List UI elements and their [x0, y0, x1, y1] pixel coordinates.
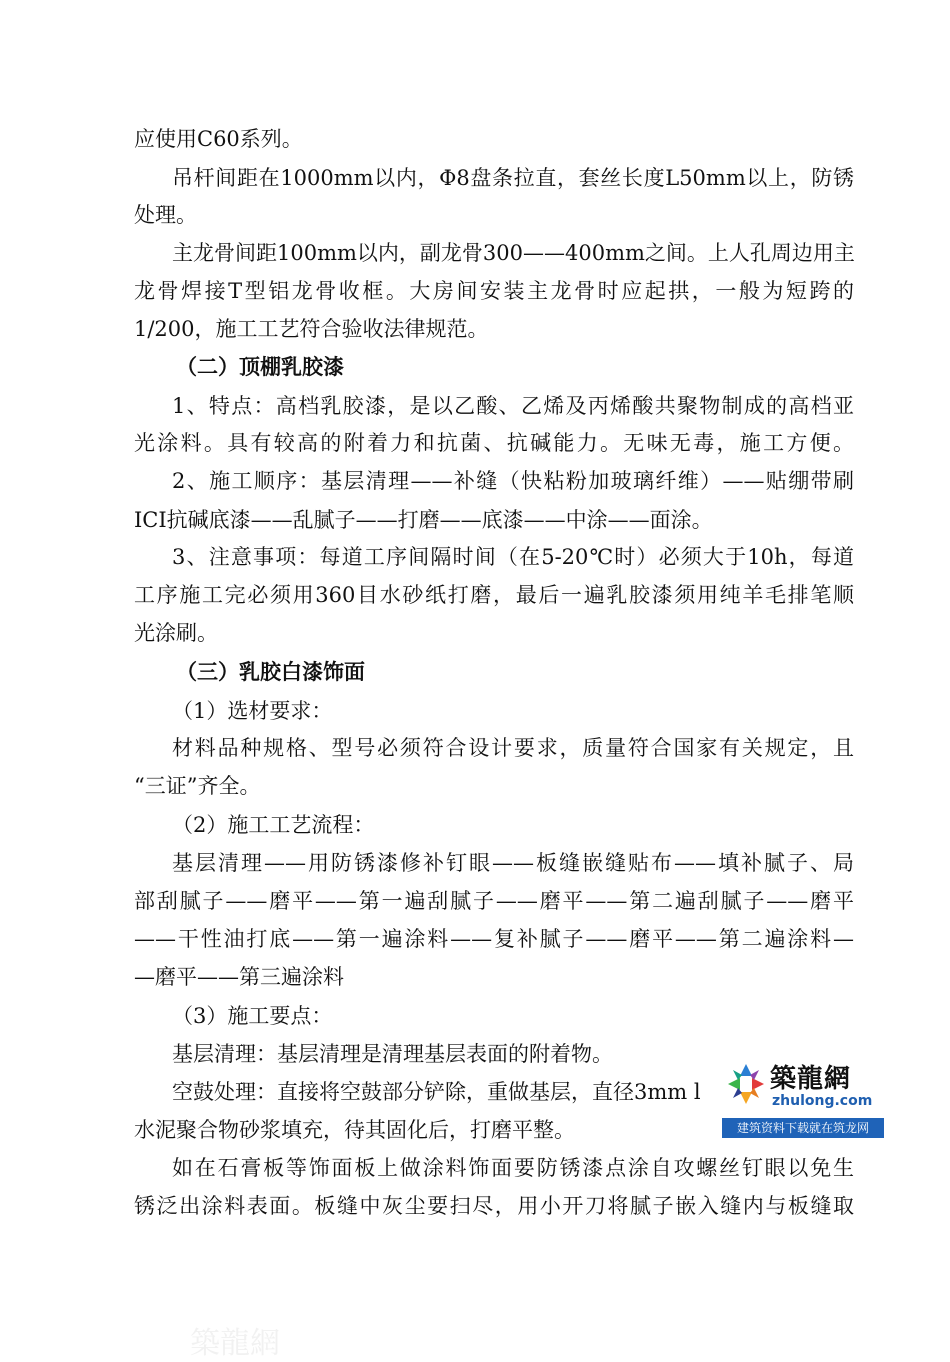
text-line: 水泥聚合物砂浆填充，待其固化后，打磨平整。 — [134, 1118, 575, 1142]
text-line: 吊杆间距在1000mm以内，Φ8盘条拉直，套丝长度L50mm以上，防锈 — [172, 166, 854, 190]
text-line: 处理。 — [134, 203, 197, 227]
text-line: 锈泛出涂料表面。板缝中灰尘要扫尽，用小开刀将腻子嵌入缝内与板缝取 — [134, 1194, 854, 1218]
text-line: 材料品种规格、型号必须符合设计要求，质量符合国家有关规定，且 — [172, 736, 854, 760]
text-line: 3、注意事项：每道工序间隔时间（在5-20℃时）必须大于10h，每道 — [172, 545, 854, 569]
text-line: 光涂刷。 — [134, 621, 218, 645]
text-line: ICI抗碱底漆——乱腻子——打磨——底漆——中涂——面涂。 — [134, 508, 713, 532]
zhulong-logo-icon — [726, 1062, 766, 1114]
text-line: 基层清理：基层清理是清理基层表面的附着物。 — [172, 1042, 613, 1066]
section-heading: （二）顶棚乳胶漆 — [176, 355, 344, 379]
text-line: ——干性油打底——第一遍涂料——复补腻子——磨平——第二遍涂料— — [134, 927, 854, 951]
text-line: 1、特点：高档乳胶漆，是以乙酸、乙烯及丙烯酸共聚物制成的高档亚 — [172, 394, 854, 418]
text-line: 应使用C60系列。 — [134, 127, 303, 151]
faint-footer-watermark: 築龍網 — [190, 1326, 280, 1361]
text-line: 如在石膏板等饰面板上做涂料饰面要防锈漆点涂自攻螺丝钉眼以免生 — [172, 1156, 854, 1180]
zhulong-watermark — [722, 1058, 884, 1140]
text-line: 工序施工完必须用360目水砂纸打磨，最后一遍乳胶漆须用纯羊毛排笔顺 — [134, 583, 854, 607]
text-line: （1）选材要求： — [172, 699, 333, 723]
text-line: （2）施工工艺流程： — [172, 813, 375, 837]
text-line: —磨平——第三遍涂料 — [134, 965, 344, 989]
text-line: 光涂料。具有较高的附着力和抗菌、抗碱能力。无味无毒，施工方便。 — [134, 431, 854, 455]
text-line: 主龙骨间距100mm以内，副龙骨300——400mm之间。上人孔周边用主 — [172, 241, 855, 265]
section-heading: （三）乳胶白漆饰面 — [176, 660, 365, 684]
text-line: 空鼓处理：直接将空鼓部分铲除，重做基层，直径3mm l — [172, 1080, 701, 1104]
watermark-slogan: 建筑资料下载就在筑龙网 — [722, 1118, 884, 1138]
text-line: 1/200，施工工艺符合验收法律规范。 — [134, 317, 489, 341]
watermark-domain: zhulong.com — [772, 1093, 873, 1109]
text-line: “三证”齐全。 — [134, 774, 261, 798]
text-line: 龙骨焊接T型铝龙骨收框。大房间安装主龙骨时应起拱，一般为短跨的 — [134, 279, 854, 303]
text-line: 基层清理——用防锈漆修补钉眼——板缝嵌缝贴布——填补腻子、局 — [172, 851, 854, 875]
text-line: 部刮腻子——磨平——第一遍刮腻子——磨平——第二遍刮腻子——磨平 — [134, 889, 854, 913]
text-line: 2、施工顺序：基层清理——补缝（快粘粉加玻璃纤维）——贴绷带刷 — [172, 469, 854, 493]
watermark-name: 築龍網 — [770, 1064, 852, 1094]
text-line: （3）施工要点： — [172, 1004, 333, 1028]
